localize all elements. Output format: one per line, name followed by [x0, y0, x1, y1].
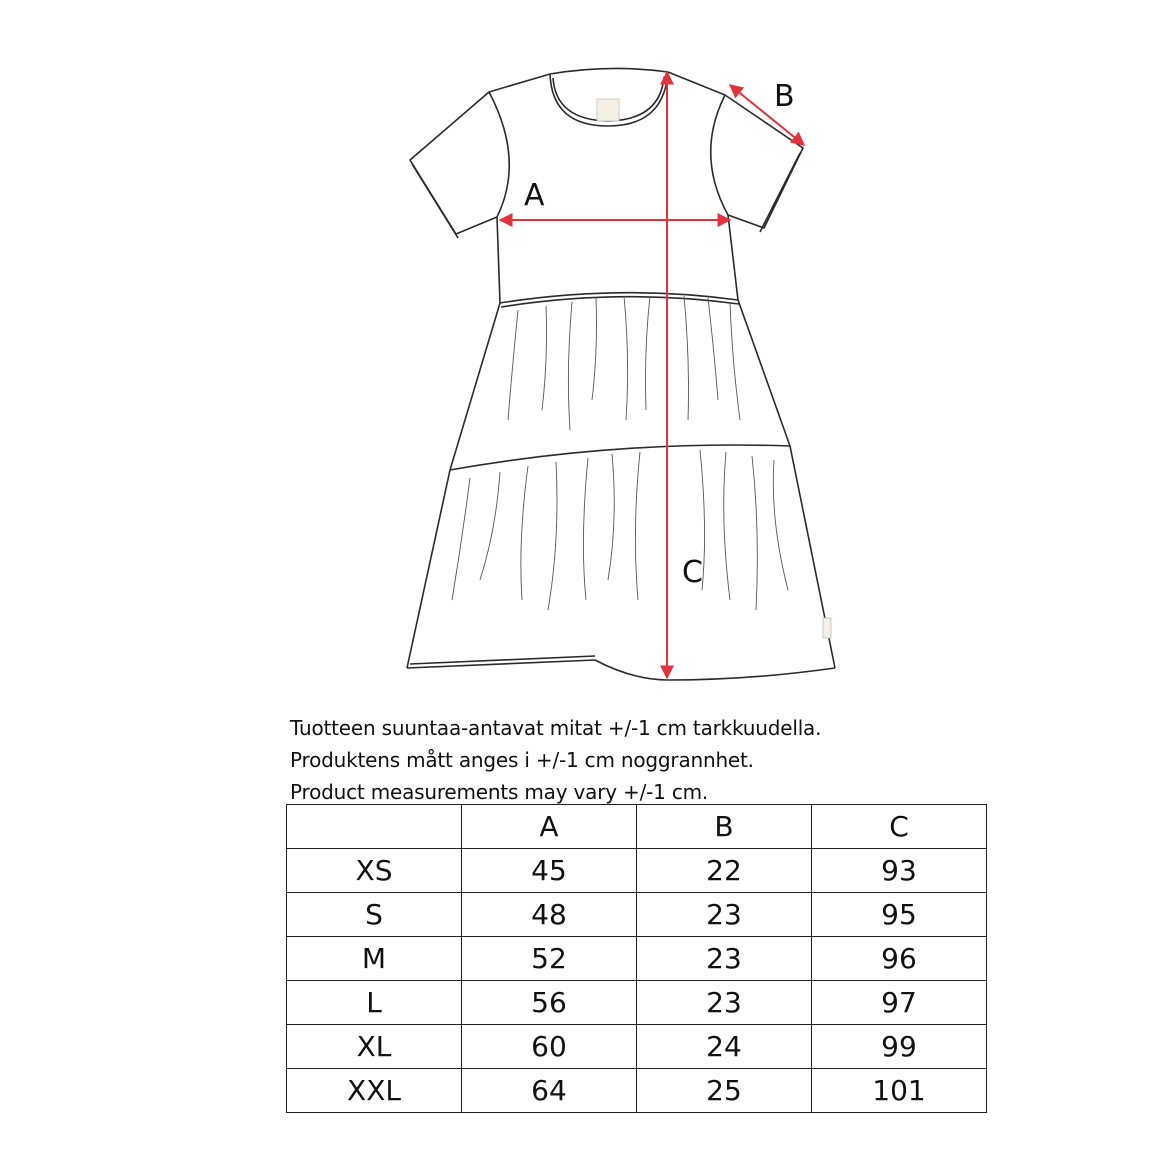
- table-cell: 64: [462, 1069, 637, 1113]
- table-cell: 52: [462, 937, 637, 981]
- table-cell: 56: [462, 981, 637, 1025]
- measure-label-b: B: [774, 79, 795, 114]
- table-cell: L: [287, 981, 462, 1025]
- table-cell: 45: [462, 849, 637, 893]
- gather-lines: [452, 296, 788, 610]
- table-header-row: [287, 805, 987, 849]
- measure-label-a: A: [524, 178, 545, 213]
- table-cell: 22: [637, 849, 812, 893]
- table-cell: 23: [637, 893, 812, 937]
- note-swedish: Produktens mått anges i +/-1 cm noggrannhet.: [290, 748, 754, 772]
- table-cell: 23: [637, 937, 812, 981]
- table-cell: XXL: [287, 1069, 462, 1113]
- table-cell: 23: [637, 981, 812, 1025]
- table-cell: XL: [287, 1025, 462, 1069]
- table-cell: 97: [812, 981, 987, 1025]
- neck-label: [597, 99, 619, 121]
- table-header-cell: [287, 805, 462, 849]
- note-english: Product measurements may vary +/-1 cm.: [290, 780, 709, 804]
- table-cell: 101: [812, 1069, 987, 1113]
- table-cell: 25: [637, 1069, 812, 1113]
- note-finnish: Tuotteen suuntaa-antavat mitat +/-1 cm tarkkuudella.: [290, 716, 822, 740]
- table-row: [287, 981, 987, 1025]
- table-header-cell: C: [812, 805, 987, 849]
- table-cell: 24: [637, 1025, 812, 1069]
- measurement-notes: [290, 712, 821, 808]
- table-row: [287, 1069, 987, 1113]
- table-cell: 96: [812, 937, 987, 981]
- table-header-cell: B: [637, 805, 812, 849]
- table-row: [287, 893, 987, 937]
- table-row: [287, 849, 987, 893]
- dress-outline: [407, 68, 835, 680]
- table-cell: 60: [462, 1025, 637, 1069]
- table-cell: 93: [812, 849, 987, 893]
- side-label: [823, 618, 831, 638]
- table-cell: 95: [812, 893, 987, 937]
- table-cell: 99: [812, 1025, 987, 1069]
- table-row: [287, 1025, 987, 1069]
- table-cell: XS: [287, 849, 462, 893]
- table-header-cell: A: [462, 805, 637, 849]
- table-row: [287, 937, 987, 981]
- table-cell: M: [287, 937, 462, 981]
- table-cell: 48: [462, 893, 637, 937]
- size-table: [286, 804, 987, 1113]
- table-cell: S: [287, 893, 462, 937]
- measure-label-c: C: [682, 555, 703, 590]
